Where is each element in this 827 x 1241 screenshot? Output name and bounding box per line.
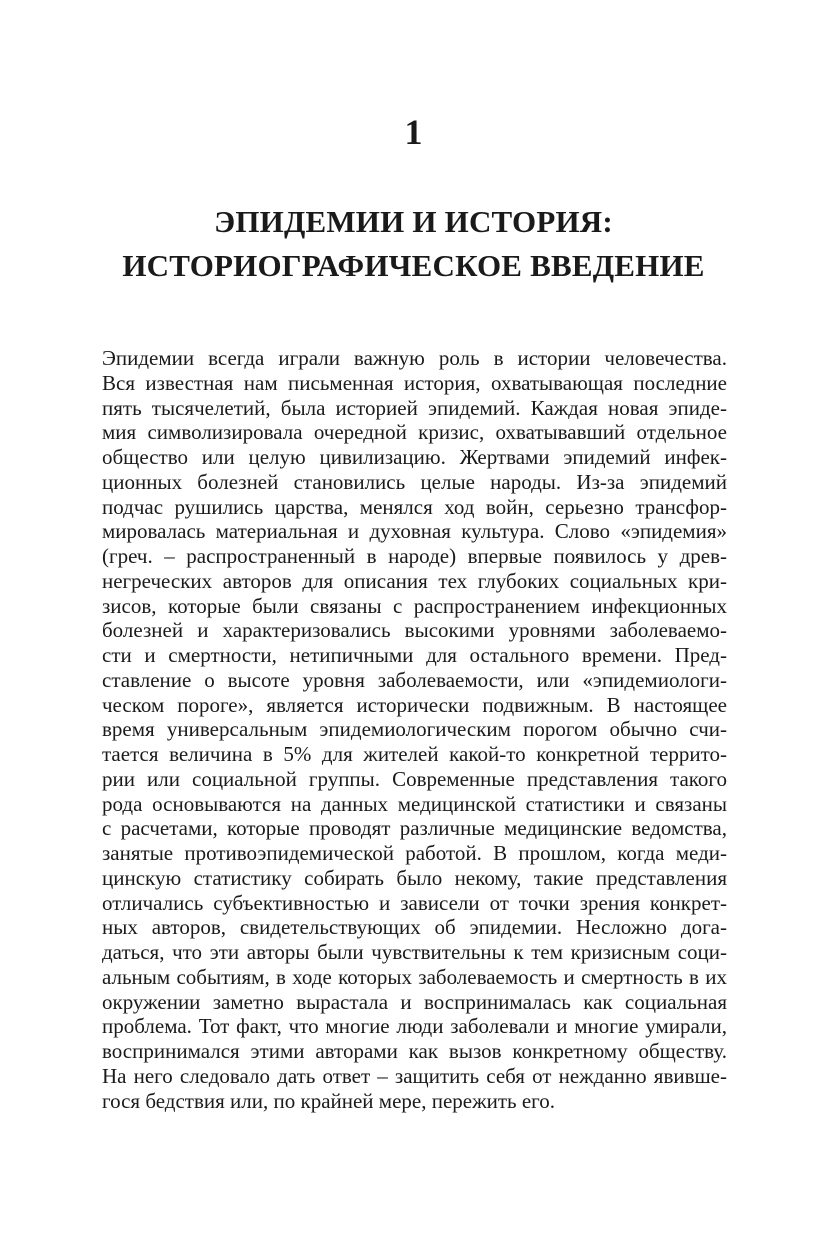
text-line: ческом пороге», является исторически подвижным. В настоящее — [102, 692, 727, 717]
text-line: ставление о высоте уровня заболеваемости, или «эпидемиологи- — [102, 667, 727, 692]
text-line: мировалась материальная и духовная культура. Слово «эпидемия» — [102, 519, 727, 544]
text-line: окружении заметно вырастала и воспринималась как социальная — [102, 989, 727, 1014]
text-line: отличались субъективностью и зависели от точки зрения конкрет- — [102, 890, 727, 915]
text-line: время универсальным эпидемиологическим порогом обычно счи- — [102, 717, 727, 742]
text-line: даться, что эти авторы были чувствительны к тем кризисным соци- — [102, 940, 727, 964]
chapter-number: 1 — [404, 112, 423, 152]
chapter-title — [0, 200, 827, 288]
text-line: Вся известная нам письменная история, охватывающая последние — [102, 370, 727, 395]
text-line: проблема. Тот факт, что многие люди заболевали и многие умирали, — [102, 1014, 727, 1039]
text-line: занятые противоэпидемической работой. В прошлом, когда меди- — [102, 841, 727, 865]
text-line: (греч. – распространенный в народе) впервые появилось у древ- — [102, 544, 727, 568]
text-line: рода основываются на данных медицинской статистики и связаны — [102, 791, 727, 816]
body-paragraph — [102, 346, 727, 1113]
text-line: сти и смертности, нетипичными для остального времени. Пред- — [102, 643, 727, 667]
text-line: подчас рушились царства, менялся ход войн, серьезно трансфор- — [102, 494, 727, 519]
text-line: воспринимался этими авторами как вызов конкретному обществу. — [102, 1039, 727, 1063]
text-line: зисов, которые были связаны с распространением инфекционных — [102, 593, 727, 618]
text-line: цинскую статистику собирать было некому, такие представления — [102, 865, 727, 890]
text-line: мия символизировала очередной кризис, охватывавший отдельное — [102, 420, 727, 445]
text-line: тается величина в 5% для жителей какой-то конкретной террито- — [102, 742, 727, 766]
text-line: гося бедствия или, по крайней мере, пережить его. — [102, 1088, 556, 1113]
chapter-title-line: ЭПИДЕМИИ И ИСТОРИЯ: — [214, 204, 613, 239]
text-line: На него следовало дать ответ – защитить себя от нежданно явивше- — [102, 1063, 727, 1088]
text-line: альным событиям, в ходе которых заболеваемость и смертность в их — [102, 964, 727, 989]
text-line: с расчетами, которые проводят различные медицинские ведомства, — [102, 816, 727, 841]
text-line: рии или социальной группы. Современные представления такого — [102, 766, 727, 791]
text-line: пять тысячелетий, была историей эпидемий. Каждая новая эпиде- — [102, 395, 727, 420]
text-line: негреческих авторов для описания тех глубоких социальных кри- — [102, 568, 727, 593]
text-line: Эпидемии всегда играли важную роль в истории человечества. — [102, 346, 727, 370]
text-line: общество или целую цивилизацию. Жертвами эпидемий инфек- — [102, 445, 727, 469]
text-line: ционных болезней становились целые народы. Из-за эпидемий — [102, 469, 727, 494]
text-line: болезней и характеризовались высокими уровнями заболеваемо- — [102, 618, 727, 643]
text-line: ных авторов, свидетельствующих об эпидемии. Несложно дога- — [102, 915, 727, 940]
chapter-title-line: ИСТОРИОГРАФИЧЕСКОЕ ВВЕДЕНИЕ — [122, 248, 705, 283]
